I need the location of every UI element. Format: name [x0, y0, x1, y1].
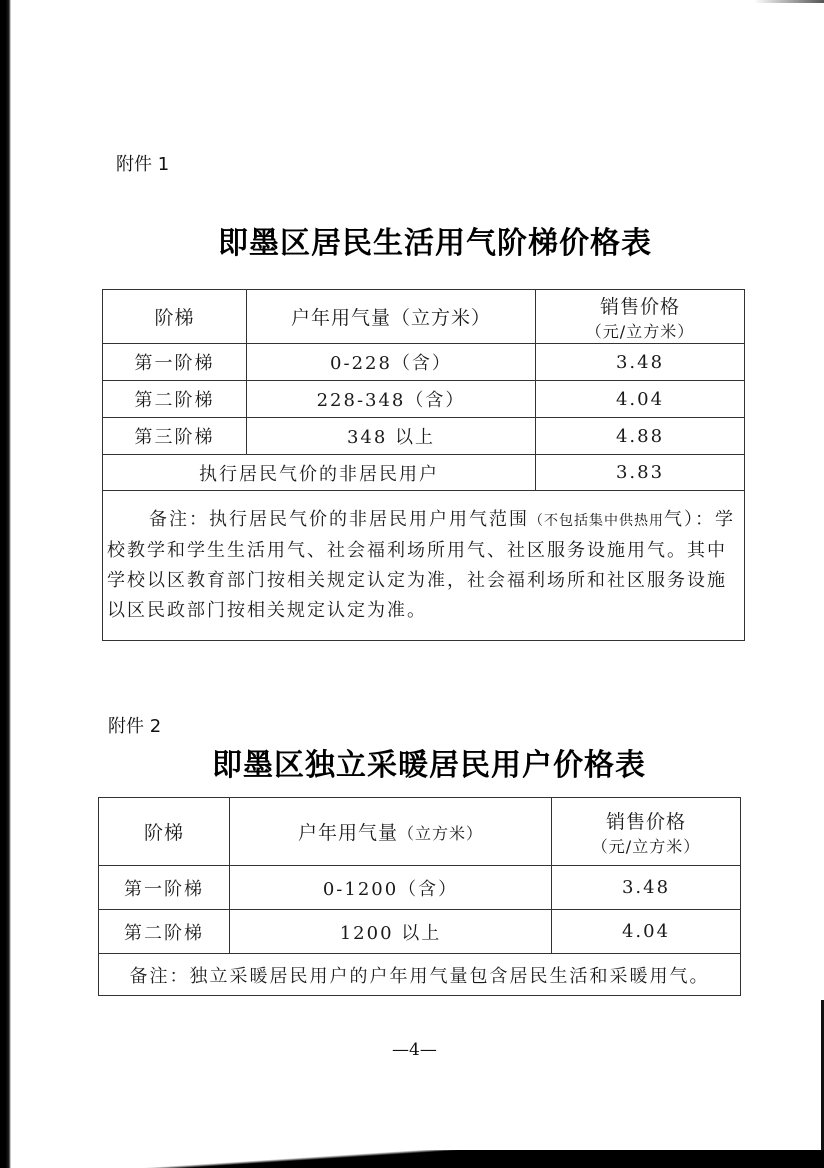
header-volume-main: 户年用气量: [297, 822, 398, 844]
cell-price: 4.88: [536, 418, 745, 455]
table-row: [103, 381, 745, 418]
note-cell: 备注：独立采暖居民用户的户年用气量包含居民生活和采暖用气。: [99, 954, 741, 996]
cell-tier: 第一阶梯: [99, 866, 230, 910]
note-rest: 气）：学校教学和学生生活用气、社会福利场所用气、社区服务设施用气。其中学校以区教育部门按相关规定认定为准，社会福利场所和社区服务设施以区民政部门按相关规定认定为准。: [107, 509, 735, 621]
attachment-2-title: 即墨区独立采暖居民用户价格表: [212, 748, 646, 783]
table-row: [99, 910, 741, 954]
cell-price: 3.48: [552, 866, 741, 910]
table-row: [103, 344, 745, 381]
page-number: —4—: [392, 1040, 437, 1060]
cell-tier: 第三阶梯: [103, 418, 247, 455]
note-cell: [103, 491, 745, 641]
table-header-row: [103, 290, 745, 344]
heating-price-table-2: [98, 797, 741, 996]
header-volume: [247, 290, 536, 344]
table-note-row: [99, 954, 741, 996]
table-row: [99, 866, 741, 910]
tiered-price-table-1: [102, 289, 745, 641]
scan-edge-bottom: [0, 1150, 824, 1168]
scan-edge-top-right: [754, 0, 824, 3]
table-header-row: [99, 798, 741, 866]
header-volume-main: 户年用气量: [290, 307, 391, 329]
scan-edge-left: [0, 0, 11, 1168]
cell-non-resident-label: 执行居民气价的非居民用户: [103, 455, 536, 491]
cell-tier: 第一阶梯: [103, 344, 247, 381]
note-prefix: 备注：执行居民气价的非居民用户用气范围: [149, 509, 529, 530]
cell-price: 4.04: [536, 381, 745, 418]
table-row: [103, 418, 745, 455]
header-price-main: 销售价格: [605, 810, 686, 833]
cell-volume: 228-348（含）: [247, 381, 536, 418]
cell-volume: 0-228（含）: [247, 344, 536, 381]
cell-tier: 第二阶梯: [103, 381, 247, 418]
attachment-1-title: 即墨区居民生活用气阶梯价格表: [218, 226, 652, 261]
cell-price: 4.04: [552, 910, 741, 954]
header-volume: [230, 798, 552, 866]
header-price-unit: （元/立方米）: [591, 836, 701, 856]
table-row-non-resident: [103, 455, 745, 491]
cell-volume: 348 以上: [247, 418, 536, 455]
header-price: [552, 798, 741, 866]
header-tier: 阶梯: [99, 798, 230, 866]
attachment-1-label: 附件 1: [116, 154, 170, 175]
header-volume-unit: （立方米）: [398, 824, 484, 843]
table-note-row: [103, 491, 745, 641]
cell-tier: 第二阶梯: [99, 910, 230, 954]
header-tier: 阶梯: [103, 290, 247, 344]
cell-price: 3.48: [536, 344, 745, 381]
note-paren: （不包括集中供热用: [529, 513, 664, 529]
cell-price: 3.83: [536, 455, 745, 491]
header-price-main: 销售价格: [599, 295, 680, 318]
attachment-2-label: 附件 2: [108, 716, 162, 737]
cell-volume: 0-1200（含）: [230, 866, 552, 910]
header-price-unit: （元/立方米）: [585, 321, 695, 341]
header-volume-unit: （立方米）: [391, 307, 492, 329]
cell-volume: 1200 以上: [230, 910, 552, 954]
header-price: [536, 290, 745, 344]
